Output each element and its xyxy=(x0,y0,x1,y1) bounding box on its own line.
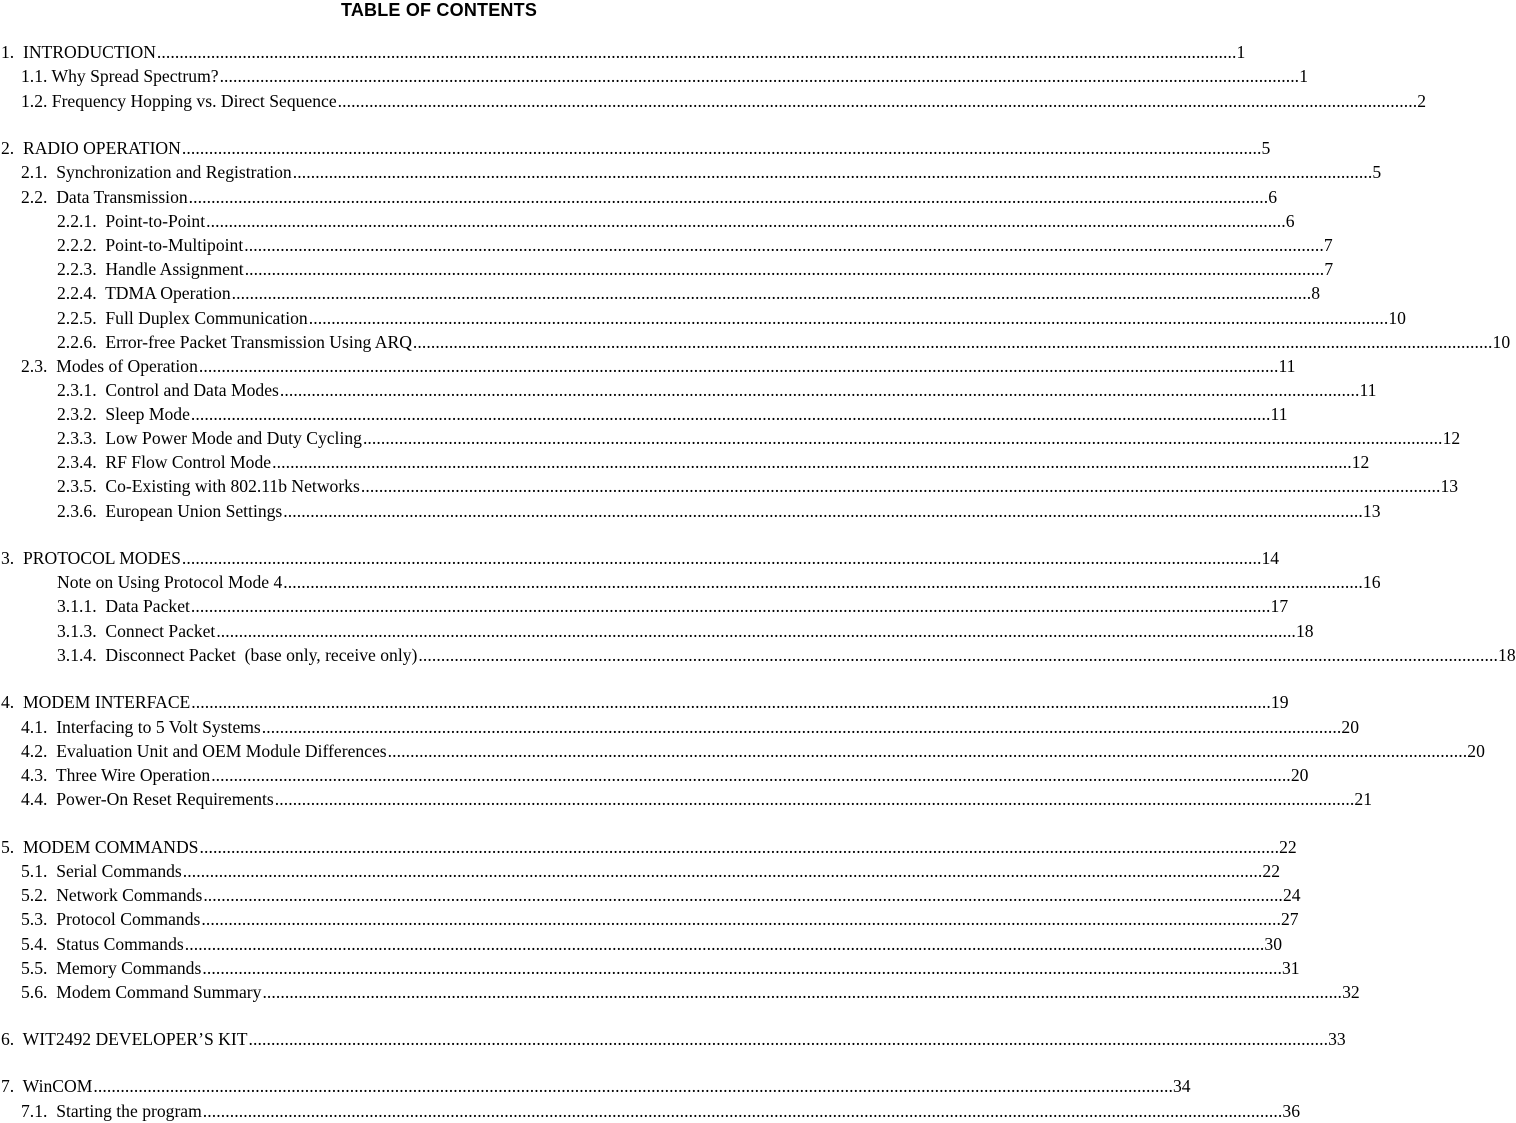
toc-entry-label: 2.2.6. Error-free Packet Transmission Using ARQ xyxy=(57,332,412,352)
dot-leader: ................................................................................................................................................................................................................................................ xyxy=(274,789,1355,809)
dot-leader: ................................................................................................................................................................................................................................................ xyxy=(202,958,1282,978)
toc-entry-label: 1. INTRODUCTION xyxy=(1,42,156,62)
toc-entry-page-number: 11 xyxy=(1270,404,1288,424)
dot-leader: ................................................................................................................................................................................................................................................ xyxy=(261,717,1342,737)
toc-entry-page-number: 12 xyxy=(1442,428,1461,448)
dot-leader: ................................................................................................................................................................................................................................................ xyxy=(182,861,1263,881)
toc-entry-label: 1.1. Why Spread Spectrum? xyxy=(21,66,219,86)
toc-entry-label: 3.1.1. Data Packet xyxy=(57,596,190,616)
toc-entry-page-number: 12 xyxy=(1351,452,1370,472)
toc-entry-label: 7. WinCOM xyxy=(1,1076,93,1096)
dot-leader: ................................................................................................................................................................................................................................................ xyxy=(308,308,1389,328)
dot-leader: ................................................................................................................................................................................................................................................ xyxy=(184,934,1265,954)
toc-entry-page-number: 1 xyxy=(1236,42,1246,62)
toc-entry-page-number: 18 xyxy=(1498,645,1516,665)
toc-entry-label: 2.2. Data Transmission xyxy=(21,187,188,207)
toc-entry-page-number: 22 xyxy=(1279,837,1297,857)
toc-entry-page-number: 22 xyxy=(1262,861,1280,881)
toc-entry-label: 5.5. Memory Commands xyxy=(21,958,202,978)
toc-entry-label: 4.3. Three Wire Operation xyxy=(21,765,211,785)
toc-entry[interactable] xyxy=(0,980,1360,1004)
toc-entry[interactable] xyxy=(0,426,1461,450)
toc-entry-label: 2.3.1. Control and Data Modes xyxy=(57,380,279,400)
toc-entry[interactable] xyxy=(0,64,1308,88)
toc-entry-page-number: 31 xyxy=(1281,958,1300,978)
toc-entry-page-number: 1 xyxy=(1299,66,1308,86)
toc-entry[interactable] xyxy=(0,402,1288,426)
dot-leader: ................................................................................................................................................................................................................................................ xyxy=(202,1101,1283,1121)
dot-leader: ................................................................................................................................................................................................................................................ xyxy=(211,765,1291,785)
toc-entry-page-number: 8 xyxy=(1311,283,1321,303)
toc-entry-label: 2.3. Modes of Operation xyxy=(21,356,198,376)
toc-entry-label: 4.2. Evaluation Unit and OEM Module Differences xyxy=(21,741,387,761)
toc-entry-label: 2.2.5. Full Duplex Communication xyxy=(57,308,308,328)
toc-entry-label: 6. WIT2492 DEVELOPER’S KIT xyxy=(1,1029,248,1049)
toc-entry-label: 2.3.6. European Union Settings xyxy=(57,501,283,521)
toc-entry[interactable] xyxy=(0,690,1289,714)
dot-leader: ................................................................................................................................................................................................................................................ xyxy=(272,452,1352,472)
toc-entry-label: 2.3.3. Low Power Mode and Duty Cycling xyxy=(57,428,362,448)
toc-entry-label: Note on Using Protocol Mode 4 xyxy=(57,572,283,592)
toc-entry-page-number: 10 xyxy=(1388,308,1406,328)
dot-leader: ................................................................................................................................................................................................................................................ xyxy=(191,692,1271,712)
toc-entry[interactable] xyxy=(0,378,1377,402)
toc-entry-label: 2.2.4. TDMA Operation xyxy=(57,283,231,303)
toc-entry-page-number: 7 xyxy=(1324,259,1334,279)
toc-entry-label: 3.1.4. Disconnect Packet (base only, receive only) xyxy=(57,645,418,665)
dot-leader: ................................................................................................................................................................................................................................................ xyxy=(93,1076,1173,1096)
dot-leader: ................................................................................................................................................................................................................................................ xyxy=(216,621,1296,641)
dot-leader: ................................................................................................................................................................................................................................................ xyxy=(283,501,1363,521)
toc-entry[interactable] xyxy=(0,643,1516,667)
toc-entry[interactable] xyxy=(0,330,1511,354)
dot-leader: ................................................................................................................................................................................................................................................ xyxy=(279,380,1360,400)
toc-entry-label: 1.2. Frequency Hopping vs. Direct Sequence xyxy=(21,91,337,111)
toc-entry-page-number: 36 xyxy=(1282,1101,1301,1121)
dot-leader: ................................................................................................................................................................................................................................................ xyxy=(360,476,1441,496)
toc-entry-page-number: 7 xyxy=(1323,235,1333,255)
toc-entry[interactable] xyxy=(0,835,1297,859)
toc-entry[interactable] xyxy=(0,883,1301,907)
toc-entry-page-number: 34 xyxy=(1172,1076,1191,1096)
dot-leader: ................................................................................................................................................................................................................................................ xyxy=(244,259,1325,279)
toc-entry-page-number: 2 xyxy=(1417,91,1427,111)
toc-entry[interactable] xyxy=(0,306,1406,330)
toc-entry-page-number: 27 xyxy=(1280,909,1299,929)
toc-entry-page-number: 6 xyxy=(1285,211,1295,231)
toc-entry-page-number: 13 xyxy=(1440,476,1459,496)
toc-entry-page-number: 24 xyxy=(1282,885,1301,905)
toc-entry-label: 5. MODEM COMMANDS xyxy=(1,837,199,857)
toc-entry-page-number: 20 xyxy=(1341,717,1360,737)
toc-entry-page-number: 14 xyxy=(1261,548,1280,568)
dot-leader: ................................................................................................................................................................................................................................................ xyxy=(199,837,1280,857)
dot-leader: ................................................................................................................................................................................................................................................ xyxy=(262,982,1343,1002)
toc-entry[interactable] xyxy=(0,233,1333,257)
toc-entry-label: 5.4. Status Commands xyxy=(21,934,184,954)
page-title: TABLE OF CONTENTS xyxy=(340,0,538,20)
toc-entry-page-number: 21 xyxy=(1354,789,1372,809)
toc-entry[interactable] xyxy=(0,907,1299,931)
toc-entry-page-number: 10 xyxy=(1492,332,1511,352)
toc-entry[interactable] xyxy=(0,136,1271,160)
toc-entry-page-number: 5 xyxy=(1372,162,1382,182)
dot-leader: ................................................................................................................................................................................................................................................ xyxy=(206,211,1286,231)
toc-entry-page-number: 20 xyxy=(1290,765,1309,785)
toc-entry-page-number: 6 xyxy=(1268,187,1278,207)
toc-entry[interactable] xyxy=(0,40,1246,64)
dot-leader: ................................................................................................................................................................................................................................................ xyxy=(283,572,1363,592)
toc-entry-label: 7.1. Starting the program xyxy=(21,1101,202,1121)
toc-entry[interactable] xyxy=(0,1099,1301,1123)
toc-entry-page-number: 17 xyxy=(1270,596,1289,616)
toc-entry-label: 2.3.5. Co-Existing with 802.11b Networks xyxy=(57,476,360,496)
toc-entry-label: 5.6. Modem Command Summary xyxy=(21,982,262,1002)
toc-entry[interactable] xyxy=(0,89,1427,113)
toc-entry[interactable] xyxy=(0,739,1485,763)
toc-entry[interactable] xyxy=(0,715,1360,739)
toc-entry-page-number: 32 xyxy=(1342,982,1360,1002)
toc-entry-page-number: 19 xyxy=(1270,692,1289,712)
dot-leader: ................................................................................................................................................................................................................................................ xyxy=(292,162,1373,182)
toc-entry-page-number: 13 xyxy=(1362,501,1381,521)
dot-leader: ................................................................................................................................................................................................................................................ xyxy=(412,332,1493,352)
toc-entry[interactable] xyxy=(0,499,1381,523)
toc-entry-page-number: 20 xyxy=(1467,741,1485,761)
dot-leader: ................................................................................................................................................................................................................................................ xyxy=(188,187,1269,207)
toc-entry[interactable] xyxy=(0,859,1280,883)
toc-entry[interactable] xyxy=(0,546,1280,570)
toc-entry-label: 3.1.3. Connect Packet xyxy=(57,621,216,641)
toc-entry[interactable] xyxy=(0,956,1300,980)
dot-leader: ................................................................................................................................................................................................................................................ xyxy=(190,596,1271,616)
toc-entry-label: 4.4. Power-On Reset Requirements xyxy=(21,789,274,809)
toc-entry[interactable] xyxy=(0,787,1372,811)
toc-entry-label: 2.2.2. Point-to-Multipoint xyxy=(57,235,244,255)
toc-entry[interactable] xyxy=(0,619,1314,643)
toc-entry[interactable] xyxy=(0,354,1296,378)
toc-entry-page-number: 16 xyxy=(1362,572,1381,592)
toc-entry-label: 2.3.4. RF Flow Control Mode xyxy=(57,452,272,472)
dot-leader: ................................................................................................................................................................................................................................................ xyxy=(201,909,1281,929)
toc-entry-page-number: 18 xyxy=(1295,621,1314,641)
dot-leader: ................................................................................................................................................................................................................................................ xyxy=(231,283,1312,303)
toc-entry-label: 4. MODEM INTERFACE xyxy=(1,692,191,712)
toc-entry[interactable] xyxy=(0,1074,1191,1098)
dot-leader: ................................................................................................................................................................................................................................................ xyxy=(219,66,1300,86)
dot-leader: ................................................................................................................................................................................................................................................ xyxy=(248,1029,1329,1049)
toc-entry-page-number: 11 xyxy=(1359,380,1377,400)
toc-entry[interactable] xyxy=(0,1027,1346,1051)
toc-entry-label: 5.2. Network Commands xyxy=(21,885,203,905)
toc-entry[interactable] xyxy=(0,763,1309,787)
toc-entry[interactable] xyxy=(0,257,1334,281)
toc-entry-label: 2.3.2. Sleep Mode xyxy=(57,404,190,424)
toc-entry-page-number: 30 xyxy=(1264,934,1282,954)
toc-entry-page-number: 11 xyxy=(1278,356,1296,376)
toc-entry[interactable] xyxy=(0,474,1459,498)
dot-leader: ................................................................................................................................................................................................................................................ xyxy=(156,42,1237,62)
toc-entry[interactable] xyxy=(0,450,1370,474)
toc-entry-label: 2.2.1. Point-to-Point xyxy=(57,211,206,231)
toc-entry-label: 5.3. Protocol Commands xyxy=(21,909,201,929)
dot-leader: ................................................................................................................................................................................................................................................ xyxy=(387,741,1468,761)
dot-leader: ................................................................................................................................................................................................................................................ xyxy=(181,138,1262,158)
toc-entry[interactable] xyxy=(0,932,1282,956)
toc-entry-label: 5.1. Serial Commands xyxy=(21,861,182,881)
toc-entry[interactable] xyxy=(0,594,1289,618)
dot-leader: ................................................................................................................................................................................................................................................ xyxy=(362,428,1443,448)
toc-entry-label: 2. RADIO OPERATION xyxy=(1,138,181,158)
dot-leader: ................................................................................................................................................................................................................................................ xyxy=(203,885,1283,905)
toc-entry-label: 2.2.3. Handle Assignment xyxy=(57,259,244,279)
toc-entry-label: 3. PROTOCOL MODES xyxy=(1,548,181,568)
dot-leader: ................................................................................................................................................................................................................................................ xyxy=(181,548,1262,568)
dot-leader: ................................................................................................................................................................................................................................................ xyxy=(198,356,1279,376)
toc-entry[interactable] xyxy=(0,160,1382,184)
toc-entry[interactable] xyxy=(0,281,1321,305)
toc-entry-label: 4.1. Interfacing to 5 Volt Systems xyxy=(21,717,261,737)
dot-leader: ................................................................................................................................................................................................................................................ xyxy=(418,645,1499,665)
dot-leader: ................................................................................................................................................................................................................................................ xyxy=(190,404,1271,424)
dot-leader: ................................................................................................................................................................................................................................................ xyxy=(337,91,1418,111)
toc-entry[interactable] xyxy=(0,570,1381,594)
dot-leader: ................................................................................................................................................................................................................................................ xyxy=(244,235,1324,255)
toc-entry-page-number: 5 xyxy=(1261,138,1271,158)
toc-entry[interactable] xyxy=(0,185,1278,209)
toc-entry-page-number: 33 xyxy=(1328,1029,1346,1049)
toc-entry[interactable] xyxy=(0,209,1295,233)
toc-entry-label: 2.1. Synchronization and Registration xyxy=(21,162,292,182)
